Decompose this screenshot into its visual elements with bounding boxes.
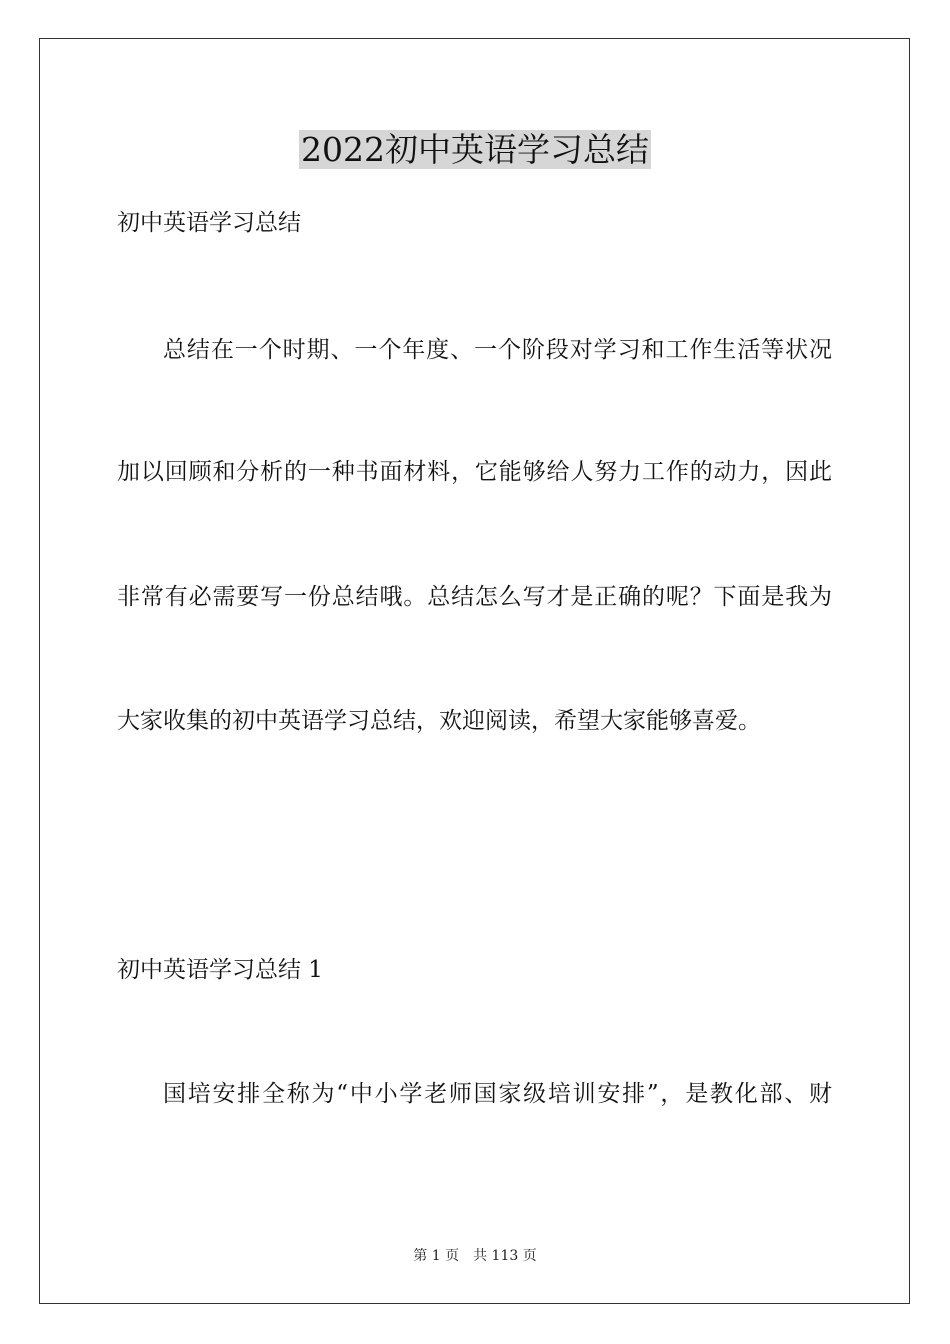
section-line-1: 国培安排全称为“中小学老师国家级培训安排”，是教化部、财 <box>163 1081 832 1107</box>
intro-line-1: 总结在一个时期、一个年度、一个阶段对学习和工作生活等状况 <box>163 337 832 363</box>
intro-line-4: 大家收集的初中英语学习总结，欢迎阅读，希望大家能够喜爱。 <box>117 708 761 734</box>
document-title <box>0 128 950 172</box>
document-title-text: 2022初中英语学习总结 <box>301 130 649 169</box>
intro-line-2: 加以回顾和分析的一种书面材料，它能够给人努力工作的动力，因此 <box>117 459 832 485</box>
intro-line-3: 非常有必需要写一份总结哦。总结怎么写才是正确的呢？下面是我为 <box>117 584 832 610</box>
document-subtitle: 初中英语学习总结 <box>117 210 301 236</box>
page-number-footer: 第 1 页 共 113 页 <box>413 1248 537 1264</box>
section-heading: 初中英语学习总结 1 <box>117 957 323 983</box>
